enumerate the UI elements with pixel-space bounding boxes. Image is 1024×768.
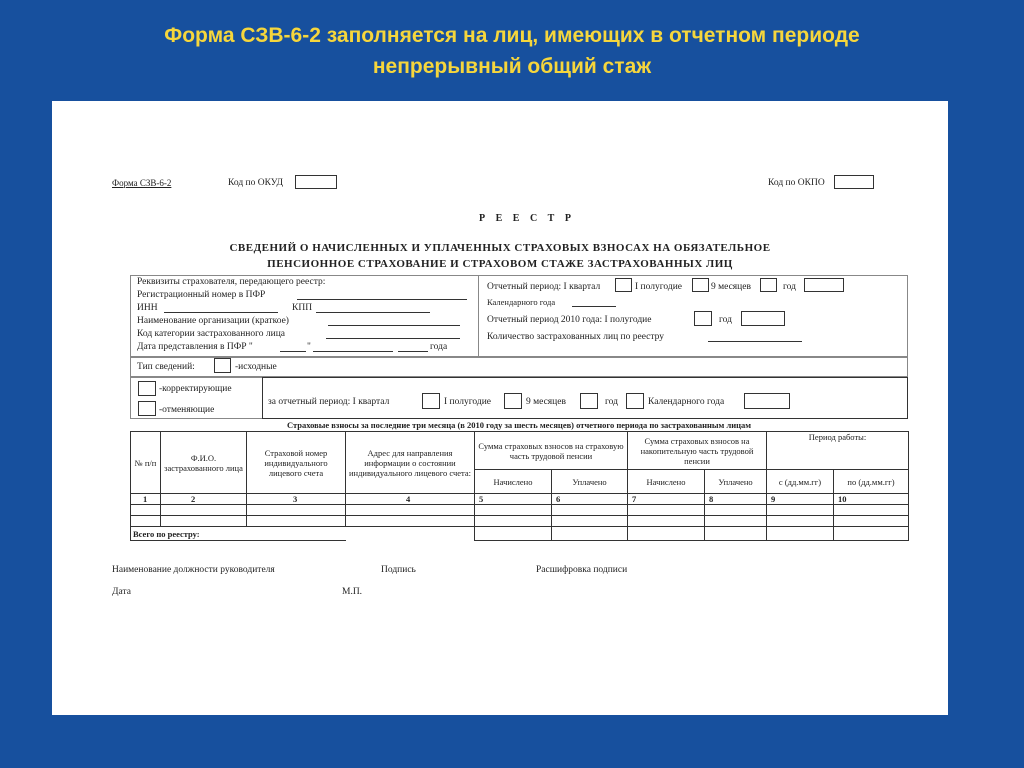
column-number: 5 — [475, 494, 552, 505]
period-half-box[interactable] — [692, 278, 709, 292]
type-initial-label: -исходные — [235, 362, 277, 372]
total-cell[interactable] — [705, 527, 767, 541]
okpo-field[interactable] — [834, 175, 874, 189]
period-row-year-box[interactable] — [626, 393, 644, 409]
okud-label: Код по ОКУД — [228, 178, 284, 188]
table-cell[interactable] — [247, 505, 346, 516]
total-cell[interactable] — [767, 527, 834, 541]
inn-field[interactable] — [164, 312, 278, 313]
period-2010-half-box[interactable] — [694, 311, 712, 326]
table-cell[interactable] — [346, 516, 475, 527]
category-label: Код категории застрахованного лица — [137, 329, 286, 339]
position-label: Наименование должности руководителя — [112, 565, 275, 575]
col-num-header: № п/п — [131, 432, 161, 494]
table-cell[interactable] — [628, 505, 705, 516]
form-sheet — [52, 101, 948, 715]
period-2010-year-label: год — [719, 315, 732, 325]
calendar-year-label: Календарного года — [487, 297, 556, 307]
total-cell[interactable] — [475, 527, 552, 541]
col-period-header: Период работы: — [767, 432, 909, 470]
type-cancelling-label: -отменяющие — [159, 405, 215, 415]
accrued-header-1: Начислено — [475, 470, 552, 494]
table-row — [131, 516, 909, 527]
date-day-field[interactable] — [280, 351, 306, 352]
kpp-label: КПП — [292, 303, 313, 313]
period-row-9m-label: 9 месяцев — [526, 397, 566, 407]
table-cell[interactable] — [767, 505, 834, 516]
column-number: 9 — [767, 494, 834, 505]
decoding-label: Расшифровка подписи — [536, 565, 628, 575]
slide-title-line2: непрерывный общий стаж — [372, 55, 652, 78]
period-row-half-label: I полугодие — [444, 397, 492, 407]
okud-field[interactable] — [295, 175, 337, 189]
table-cell[interactable] — [161, 516, 247, 527]
period-row-calendar-box[interactable] — [744, 393, 790, 409]
stamp-label: М.П. — [342, 587, 363, 597]
table-cell[interactable] — [475, 505, 552, 516]
org-name-field[interactable] — [328, 325, 460, 326]
table-cell[interactable] — [161, 505, 247, 516]
column-number-row — [131, 494, 909, 505]
count-label: Количество застрахованных лиц по реестру — [487, 332, 665, 342]
column-number: 2 — [161, 494, 247, 505]
reg-number-label: Регистрационный номер в ПФР — [137, 290, 266, 300]
period-row-half-box[interactable] — [504, 393, 522, 409]
col-snils-header: Страховой номер индивидуального лицевого счета — [247, 432, 346, 494]
paid-header-2: Уплачено — [705, 470, 767, 494]
column-number: 7 — [628, 494, 705, 505]
to-header: по (дд.мм.гг) — [834, 470, 909, 494]
column-number: 1 — [131, 494, 161, 505]
total-blank — [346, 527, 475, 541]
total-cell[interactable] — [552, 527, 628, 541]
signature-label: Подпись — [381, 565, 416, 575]
column-number: 6 — [552, 494, 628, 505]
type-initial-box[interactable] — [214, 358, 231, 373]
date-month-field[interactable] — [313, 351, 393, 352]
table-cell[interactable] — [247, 516, 346, 527]
period-row-calendar-label: Календарного года — [648, 397, 725, 407]
kpp-field[interactable] — [316, 312, 430, 313]
calendar-year-field[interactable] — [572, 306, 616, 307]
period-9m-box[interactable] — [760, 278, 777, 292]
slide-title — [0, 20, 1024, 82]
category-field[interactable] — [326, 338, 460, 339]
reestr-title: Р Е Е С Т Р — [479, 213, 575, 224]
requisites-divider — [478, 275, 479, 357]
table-cell[interactable] — [475, 516, 552, 527]
type-cancelling-box[interactable] — [138, 401, 156, 416]
table-cell[interactable] — [552, 516, 628, 527]
table-cell[interactable] — [767, 516, 834, 527]
from-header: с (дд.мм.гг) — [767, 470, 834, 494]
col-funded-header: Сумма страховых взносов на накопительную часть трудовой пенсии — [628, 432, 767, 470]
period-2010-label: Отчетный период 2010 года: I полугодие — [487, 315, 652, 325]
column-number: 4 — [346, 494, 475, 505]
rekvizity-label: Реквизиты страхователя, передающего реестр: — [137, 277, 326, 287]
date-year-label: года — [430, 342, 448, 352]
table-cell[interactable] — [131, 505, 161, 516]
okpo-label: Код по ОКПО — [768, 178, 825, 188]
total-label: Всего по реестру: — [131, 527, 346, 541]
form-name: Форма СЗВ-6-2 — [112, 178, 172, 188]
period-2010-year-box[interactable] — [741, 311, 785, 326]
column-number: 3 — [247, 494, 346, 505]
form-heading-line1: СВЕДЕНИЙ О НАЧИСЛЕННЫХ И УПЛАЧЕННЫХ СТРАХОВЫХ ВЗНОСАХ НА ОБЯЗАТЕЛЬНОЕ — [229, 242, 771, 254]
date-quote: " — [307, 342, 311, 352]
period-year-box[interactable] — [804, 278, 844, 292]
period-q1-box[interactable] — [615, 278, 632, 292]
period-row-label: за отчетный период: I квартал — [268, 397, 390, 407]
table-cell[interactable] — [705, 505, 767, 516]
period-half-label: I полугодие — [635, 282, 683, 292]
total-cell[interactable] — [834, 527, 909, 541]
column-number: 10 — [834, 494, 909, 505]
period-row-9m-box[interactable] — [580, 393, 598, 409]
sign-date-label: Дата — [112, 587, 131, 597]
total-cell[interactable] — [628, 527, 705, 541]
col-fio-header: Ф.И.О. застрахованного лица — [161, 432, 247, 494]
org-name-label: Наименование организации (краткое) — [137, 316, 289, 326]
accrued-header-2: Начислено — [628, 470, 705, 494]
period-year-label: год — [783, 282, 796, 292]
period-label: Отчетный период: I квартал — [487, 282, 601, 292]
insurance-table — [130, 431, 909, 541]
form-heading-line2: ПЕНСИОННОЕ СТРАХОВАНИЕ И СТРАХОВОМ СТАЖЕ ЗАСТРАХОВАННЫХ ЛИЦ — [267, 258, 733, 270]
table-cell[interactable] — [834, 516, 909, 527]
type-correcting-label: -корректирующие — [159, 384, 232, 394]
type-correcting-box[interactable] — [138, 381, 156, 396]
period-row-q1-box[interactable] — [422, 393, 440, 409]
date-label: Дата представления в ПФР " — [137, 342, 253, 352]
column-number: 8 — [705, 494, 767, 505]
date-year-field[interactable] — [398, 351, 428, 352]
table-cell[interactable] — [552, 505, 628, 516]
col-insurance-header: Сумма страховых взносов на страховую часть трудовой пенсии — [475, 432, 628, 470]
table-cell[interactable] — [705, 516, 767, 527]
paid-header-1: Уплачено — [552, 470, 628, 494]
table-cell[interactable] — [628, 516, 705, 527]
type-label: Тип сведений: — [137, 362, 195, 372]
reg-number-field[interactable] — [297, 299, 467, 300]
total-row — [131, 527, 909, 541]
inn-label: ИНН — [137, 303, 158, 313]
col-address-header: Адрес для направления информации о состоянии индивидуального лицевого счета: — [346, 432, 475, 494]
table-cell[interactable] — [131, 516, 161, 527]
slide-title-line1: Форма СЗВ-6-2 заполняется на лиц, имеющих в отчетном периоде — [164, 24, 860, 47]
table-cell[interactable] — [834, 505, 909, 516]
period-9m-label: 9 месяцев — [711, 282, 751, 292]
section-title: Страховые взносы за последние три месяца (в 2010 году за шесть месяцев) отчетного периода по застрахованным лицам — [286, 420, 752, 430]
table-row — [131, 505, 909, 516]
table-cell[interactable] — [346, 505, 475, 516]
period-row-year-label: год — [605, 397, 618, 407]
count-field[interactable] — [708, 341, 802, 342]
